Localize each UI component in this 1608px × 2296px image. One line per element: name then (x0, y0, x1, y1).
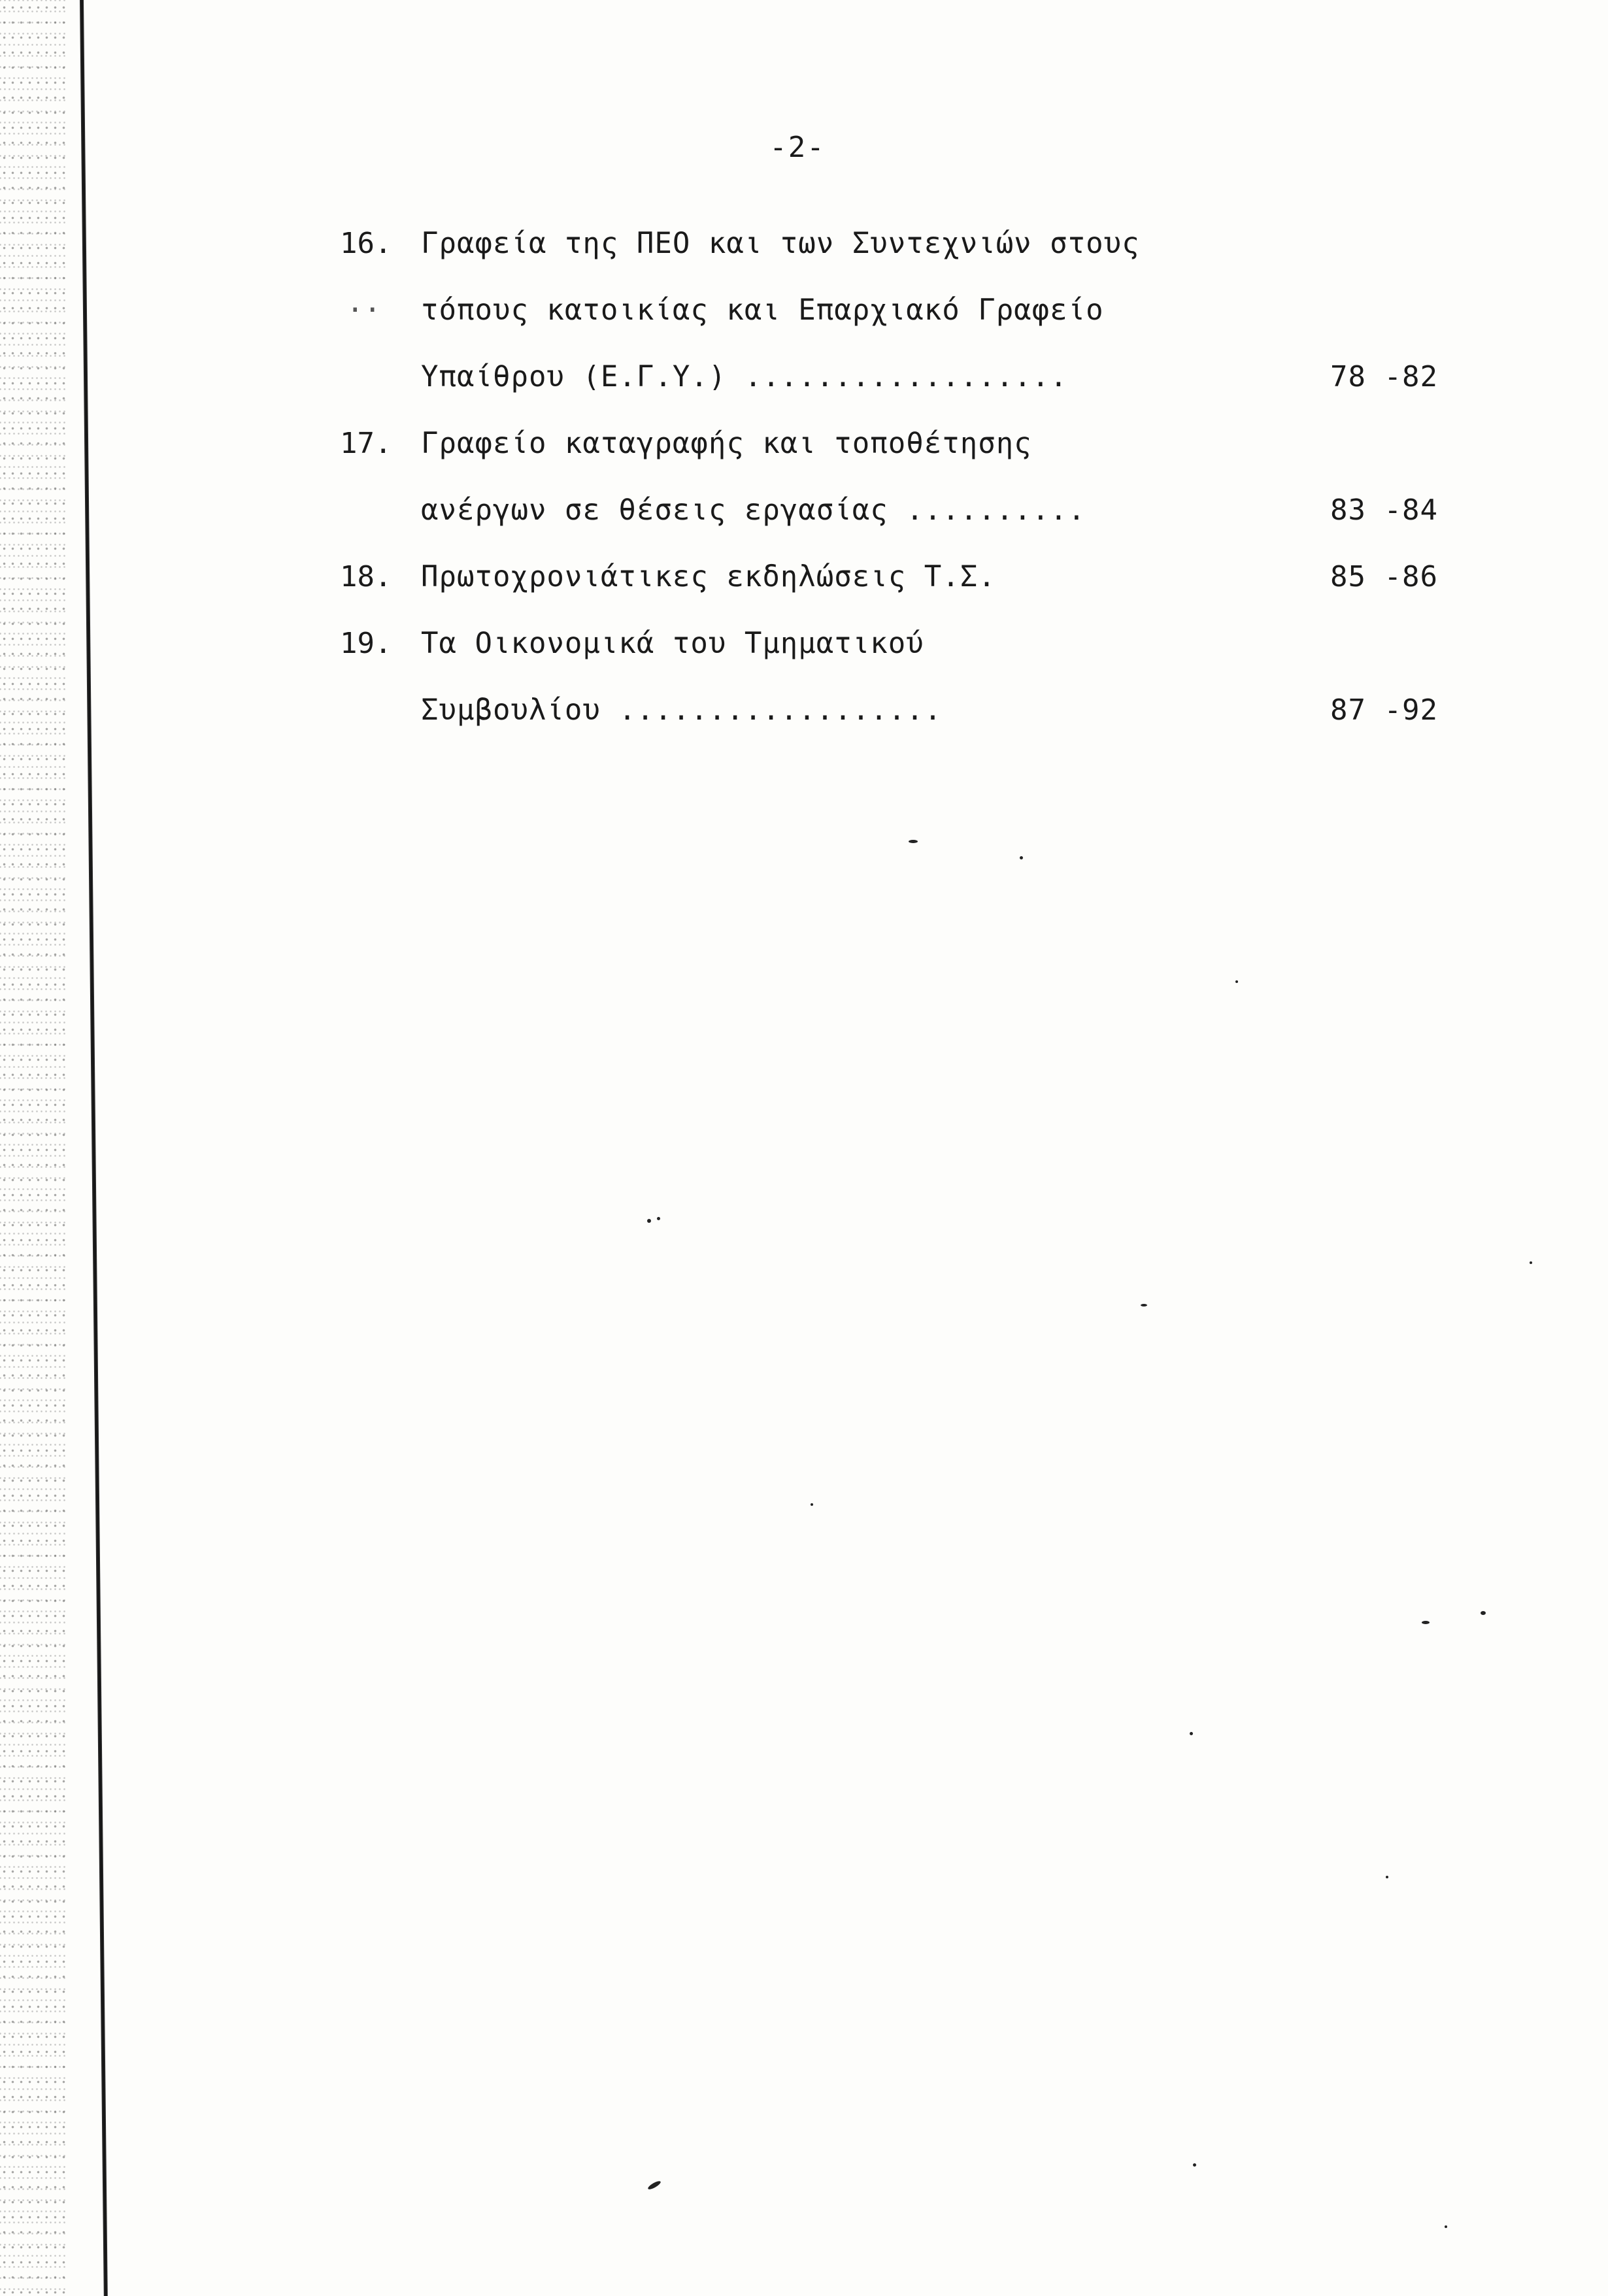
toc-entry-16-line-1 (340, 210, 1438, 277)
toc-entry-title: τόπους κατοικίας και Επαρχιακό Γραφείο (421, 293, 1104, 327)
scan-speck (647, 2180, 662, 2191)
binding-margin-rule (80, 0, 108, 2296)
scan-speck (909, 840, 918, 843)
toc-entry-16-line-3 (340, 344, 1438, 410)
scan-speck (811, 1503, 813, 1506)
toc-entry-title: Πρωτοχρονιάτικες εκδηλώσεις Τ.Σ. (421, 560, 996, 593)
toc-entry-pages: 85 -86 (1330, 560, 1438, 593)
scan-speck (647, 1219, 651, 1223)
page-number: -2- (769, 131, 826, 164)
scan-speck (657, 1217, 660, 1220)
toc-entry-pages: 87 -92 (1330, 693, 1438, 727)
scan-speck (1141, 1304, 1147, 1306)
toc-entry-number: 16. (340, 227, 392, 260)
scan-speck (1020, 856, 1023, 859)
toc-entry-17-line-2 (340, 477, 1438, 544)
toc-entry-16-line-2 (340, 277, 1438, 344)
toc-entry-pages: 78 -82 (1330, 360, 1438, 393)
scan-speck (1530, 1261, 1532, 1264)
scan-speck (1422, 1621, 1430, 1624)
binding-margin-noise (0, 0, 65, 2296)
scan-speck (1445, 2225, 1447, 2228)
toc-entry-number: 19. (340, 627, 392, 660)
table-of-contents (340, 210, 1438, 744)
scan-speck (1481, 1611, 1486, 1615)
toc-entry-19-line-1 (340, 610, 1438, 677)
toc-entry-19-line-2 (340, 677, 1438, 744)
toc-entry-18-line-1 (340, 544, 1438, 610)
scan-speck (1386, 1876, 1388, 1878)
toc-entry-title: ανέργων σε θέσεις εργασίας .......... (421, 493, 1086, 527)
toc-entry-number: 18. (340, 560, 392, 593)
toc-entry-number: 17. (340, 427, 392, 460)
scan-speck (1193, 2163, 1196, 2167)
scan-speck (1190, 1732, 1193, 1735)
toc-entry-title: Συμβουλίου .................. (421, 693, 943, 727)
toc-entry-title: Υπαίθρου (Ε.Γ.Υ.) .................. (421, 360, 1068, 393)
continuation-mark: ·· (346, 293, 381, 327)
toc-entry-title: Γραφεία της ΠΕΟ και των Συντεχνιών στους (421, 227, 1140, 260)
toc-entry-17-line-1 (340, 410, 1438, 477)
scan-speck (1235, 980, 1238, 983)
toc-entry-pages: 83 -84 (1330, 493, 1438, 527)
toc-entry-title: Γραφείο καταγραφής και τοποθέτησης (421, 427, 1032, 460)
toc-entry-title: Τα Οικονομικά του Τμηματικού (421, 627, 924, 660)
